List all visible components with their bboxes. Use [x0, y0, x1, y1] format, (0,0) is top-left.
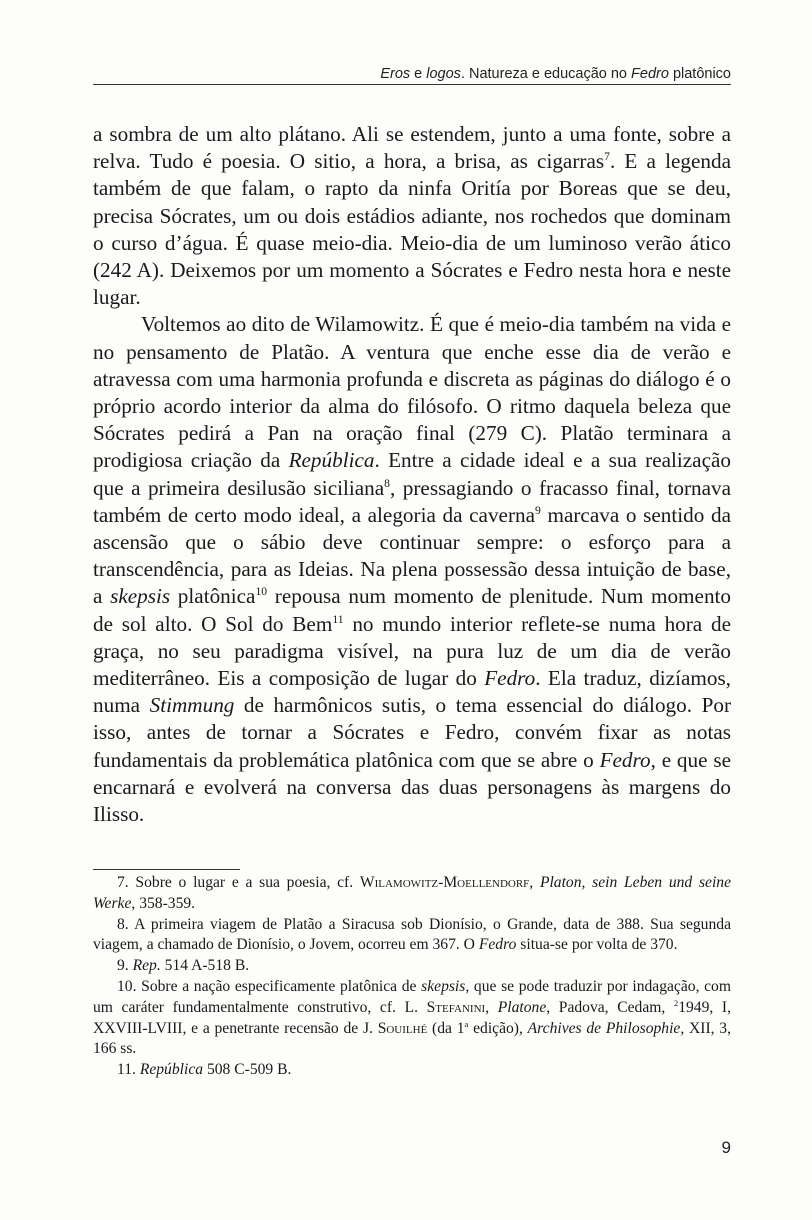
page-number: 9 [721, 1138, 731, 1157]
paragraph-2 [93, 311, 731, 828]
fn7-text-b: , [529, 874, 540, 891]
footnote-10 [93, 977, 731, 1060]
fn10-archives: Archives de Philosophie, [527, 1019, 685, 1037]
fn11-republica: República [139, 1061, 204, 1079]
paragraph-2-text-i: de harmônicos sutis, o tema essencial do diálogo. Por isso, antes de tornar a Sócrates e Fedro, convém fixar as notas fundamentais da problemática platônica com que se abre o [93, 693, 731, 772]
stimmung-term: Stimmung [149, 693, 235, 718]
header-e: e [410, 66, 427, 82]
fn9-rep: Rep. [132, 957, 161, 975]
paragraph-2-text-c: , pressagiando o fracasso final, tornava também de certo modo ideal, a alegoria da caverna [93, 475, 731, 527]
skepsis-term: skepsis [110, 584, 171, 609]
paragraph-2-text-j: , e que se encarnará e evolverá na conversa das duas personagens às margens do Ilisso. [93, 747, 731, 827]
fn10-text-c: , [485, 998, 498, 1016]
fn7-author: Wilamowitz-Moellendorf [359, 874, 530, 891]
footnote-ref-9: 9 [535, 503, 541, 517]
body-text [93, 121, 731, 828]
fn10-text-d: , Padova, Cedam, [546, 998, 674, 1016]
footnote-ref-10: 10 [255, 585, 268, 599]
fn10-text-b: , que se pode traduzir por indagação, com um caráter fundamentalmente construtivo, cf. L. [93, 977, 731, 1016]
fn10-stefanini: Stefanini [426, 998, 486, 1016]
paragraph-2-text-h: . Ela traduz, dizíamos, numa [93, 666, 731, 718]
header-subtitle: . Natureza e educação no [460, 66, 632, 82]
fn11-text-b: 508 C-509 B. [203, 1061, 292, 1079]
footnote-8 [93, 915, 731, 957]
paragraph-2-text-e: platônica [170, 584, 256, 609]
fn9-text-b: 514 A-518 B. [160, 957, 250, 975]
footnote-separator [93, 869, 240, 870]
footnote-ref-11: 11 [332, 612, 344, 626]
paragraph-1-text-b: . E a legenda também de que falam, o rapto da ninfa Oritía por Boreas que se deu, precisa Sócrates, um ou dois estádios adiante, nos rochedos que dominam o curso d’água. É quase meio-dia. Meio-dia de um luminoso verão ático (242 A). Deixemos por um momento a Sócrates e Fedro nesta hora e neste lugar. [93, 149, 732, 310]
fn7-title: Platon, sein Leben und seine Werke [93, 874, 731, 912]
fn10-edition-sup: 2 [673, 997, 679, 1008]
footnote-9 [93, 956, 731, 977]
fn8-text-a: 8. A primeira viagem de Platão a Siracusa sob Dionísio, o Grande, data de 388. Sua segunda viagem, a chamado de Dionísio, o Jovem, ocorreu em 367. O [93, 915, 731, 954]
footnote-11 [93, 1060, 731, 1081]
republica-title: República [288, 448, 375, 473]
fn8-fedro: Fedro [478, 936, 517, 954]
fn7-text-a: 7. Sobre o lugar e a sua poesia, cf. [117, 874, 360, 891]
paragraph-2-text-b: . Entre a cidade ideal e a sua realização que a primeira desilusão siciliana [93, 448, 731, 500]
fn10-souilhe: Souilhé [377, 1019, 428, 1037]
fedro-title-1: Fedro [484, 666, 536, 691]
header-fedro: Fedro [631, 66, 669, 82]
footnote-7 [93, 873, 731, 915]
paragraph-2-text-a: Voltemos ao dito de Wilamowitz. É que é meio-dia também na vida e no pensamento de Platão. A ventura que enche esse dia de verão e atravessa com uma harmonia profunda e discreta as páginas do diálogo é o próprio acordo interior da alma do filósofo. O ritmo daquela beleza que Sócrates pedirá a Pan na oração final (279 C). Platão terminara a prodigiosa criação da [93, 312, 731, 473]
footnote-ref-8: 8 [384, 476, 390, 490]
paragraph-1-text-a: a sombra de um alto plátano. Ali se estendem, junto a uma fonte, sobre a relva. Tudo é poesia. O sitio, a hora, a brisa, as cigarras [93, 122, 731, 174]
fn10-skepsis: skepsis [421, 977, 466, 995]
fn11-text-a: 11. [117, 1061, 140, 1079]
header-logos: logos [426, 66, 461, 82]
fn10-text-h: XII, 3, 166 ss. [93, 1019, 732, 1058]
paragraph-2-text-f: repousa num momento de plenitude. Num momento de sol alto. O Sol do Bem [93, 584, 732, 636]
fn9-text-a: 9. [117, 957, 133, 975]
fn8-text-b: situa-se por volta de 370. [516, 936, 678, 954]
fedro-title-2: Fedro [599, 747, 651, 772]
fn10-ordinal-sup: a [464, 1018, 469, 1029]
footnotes [93, 873, 731, 1081]
fn10-text-g: edição), [468, 1019, 528, 1037]
fn7-text-c: , 358-359. [131, 894, 196, 912]
footnote-ref-7: 7 [604, 150, 610, 164]
paragraph-1 [93, 121, 731, 311]
running-header [93, 64, 731, 85]
paragraph-2-text-d: marcava o sentido da ascensão que o sábio deve continuar sempre: o esforço para a transcendência, para as Ideias. Na plena possessão dessa intuição de base, a [93, 502, 731, 609]
fn10-text-e: 1949, I, XXVIII-LVIII, e a penetrante recensão de J. [93, 998, 732, 1037]
header-eros: Eros [380, 66, 411, 82]
fn10-text-a: 10. Sobre a nação especificamente platônica de [117, 977, 422, 995]
fn10-platone: Platone [497, 998, 547, 1016]
paragraph-2-text-g: no mundo interior reflete-se numa hora de graça, no seu paradigma visível, na pura luz de um dia de verão mediterrâneo. Eis a composição de lugar do [93, 611, 731, 691]
header-platonico: platônico [668, 66, 731, 82]
fn10-text-f: (da 1 [427, 1019, 465, 1037]
